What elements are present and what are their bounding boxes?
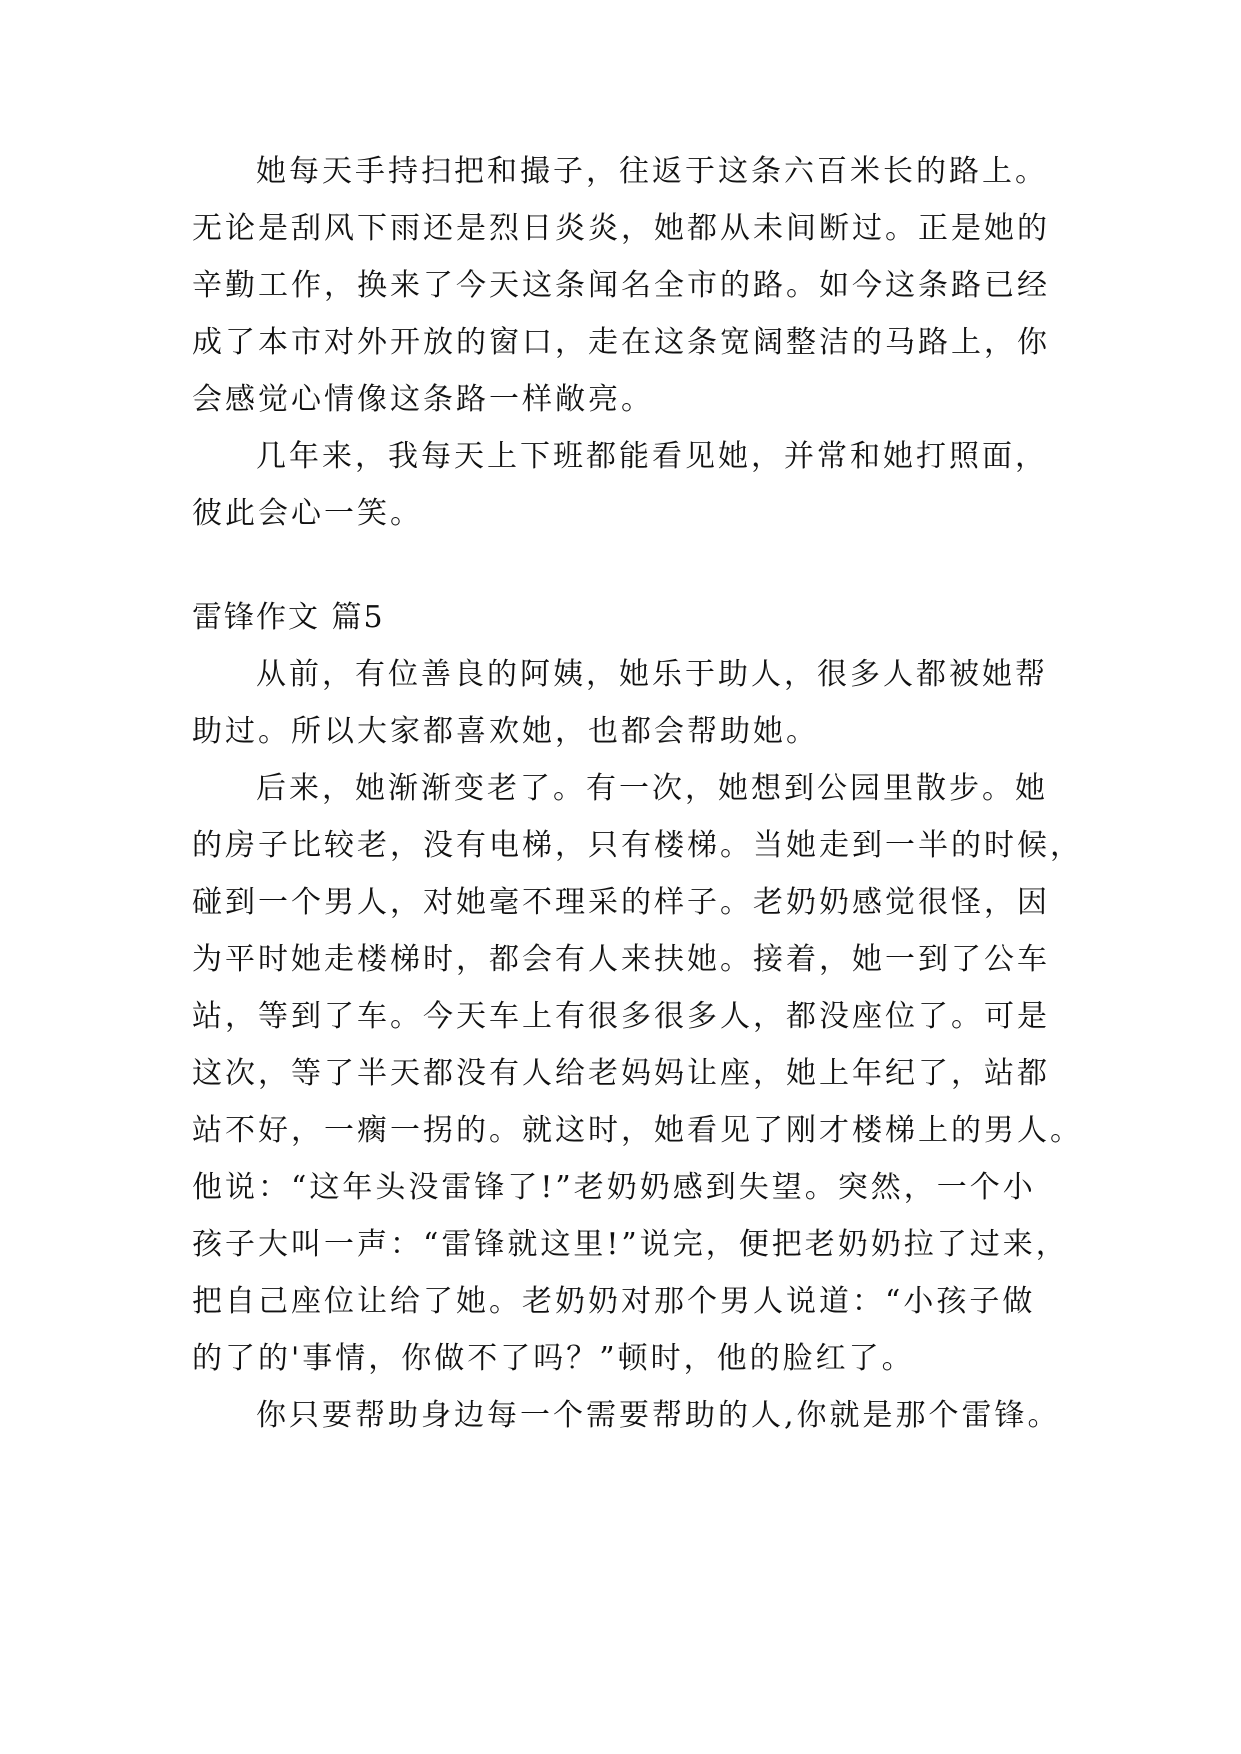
paragraph-line: 碰到一个男人，对她毫不理采的样子。老奶奶感觉很怪，因 — [192, 885, 1050, 920]
paragraph-line: 成了本市对外开放的窗口，走在这条宽阔整洁的马路上，你 — [192, 325, 1050, 360]
paragraph-line: 为平时她走楼梯时，都会有人来扶她。接着，她一到了公车 — [192, 942, 1050, 977]
paragraph-line: 你只要帮助身边每一个需要帮助的人,你就是那个雷锋。 — [256, 1398, 1061, 1433]
paragraph-line: 的了的'事情，你做不了吗？”顿时，他的脸红了。 — [192, 1341, 915, 1376]
paragraph-line: 助过。所以大家都喜欢她，也都会帮助她。 — [192, 714, 819, 749]
paragraph-line: 这次，等了半天都没有人给老妈妈让座，她上年纪了，站都 — [192, 1056, 1050, 1091]
paragraph-line: 从前，有位善良的阿姨，她乐于助人，很多人都被她帮 — [256, 657, 1048, 692]
paragraph-line: 站，等到了车。今天车上有很多很多人，都没座位了。可是 — [192, 999, 1050, 1034]
paragraph-line: 辛勤工作，换来了今天这条闻名全市的路。如今这条路已经 — [192, 268, 1050, 303]
paragraph-line: 后来，她渐渐变老了。有一次，她想到公园里散步。她 — [256, 771, 1048, 806]
paragraph-line: 彼此会心一笑。 — [192, 496, 423, 531]
paragraph-line: 孩子大叫一声：“雷锋就这里!”说完，便把老奶奶拉了过来， — [192, 1227, 1069, 1262]
paragraph-line: 站不好，一瘸一拐的。就这时，她看见了刚才楼梯上的男人。 — [192, 1113, 1083, 1148]
paragraph-line: 她每天手持扫把和撮子，往返于这条六百米长的路上。 — [256, 154, 1048, 189]
paragraph-line: 无论是刮风下雨还是烈日炎炎，她都从未间断过。正是她的 — [192, 211, 1050, 246]
section-heading: 雷锋作文 篇5 — [192, 600, 385, 635]
paragraph-line: 把自己座位让给了她。老奶奶对那个男人说道：“小孩子做 — [192, 1284, 1036, 1319]
paragraph-line: 会感觉心情像这条路一样敞亮。 — [192, 382, 654, 417]
paragraph-line: 几年来，我每天上下班都能看见她，并常和她打照面， — [256, 439, 1048, 474]
paragraph-line: 他说：“这年头没雷锋了!”老奶奶感到失望。突然，一个小 — [192, 1170, 1036, 1205]
paragraph-line: 的房子比较老，没有电梯，只有楼梯。当她走到一半的时候， — [192, 828, 1083, 863]
